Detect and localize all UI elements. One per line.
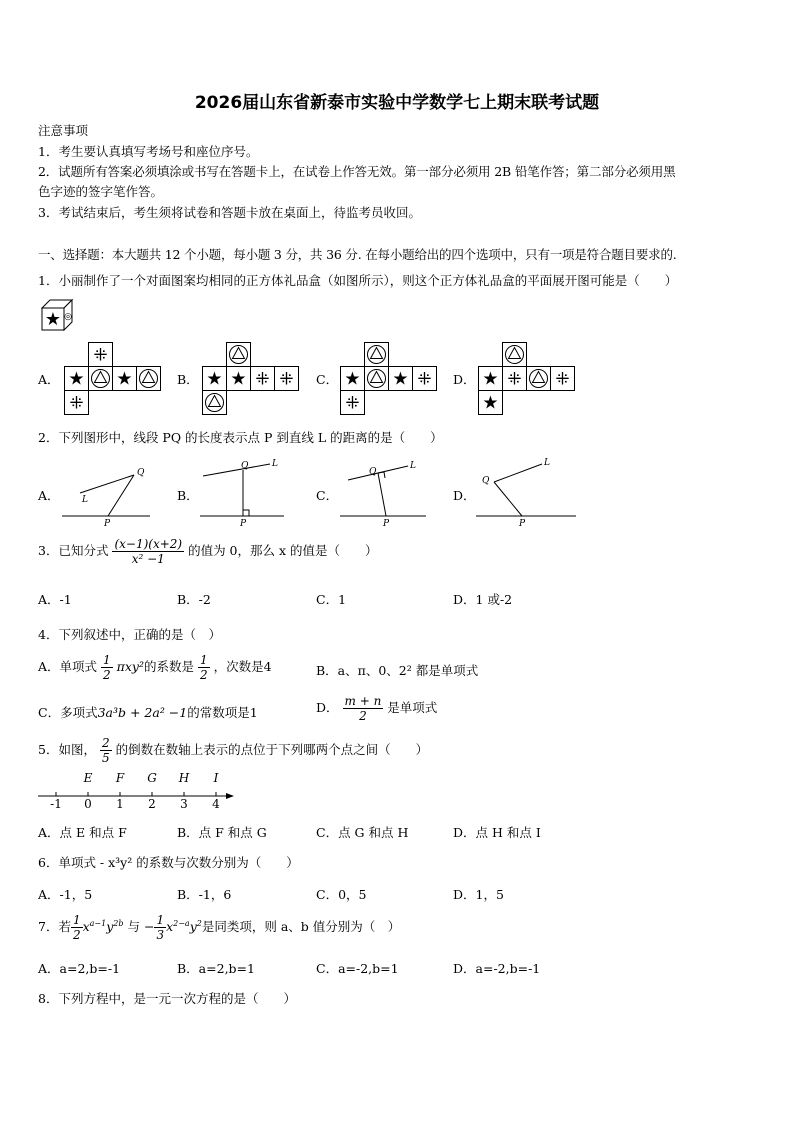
q3-stem-pre: 3．已知分式 (38, 543, 109, 558)
point-label: F (115, 771, 125, 785)
q2-option-c-label: C． (316, 488, 339, 503)
q4-c-suffix: 的常数项是1 (187, 705, 258, 720)
svg-text:★: ★ (44, 309, 62, 330)
tick-label: 2 (148, 797, 156, 811)
net-cell (227, 367, 251, 391)
question-6-stem: 6．单项式 - x³y² 的系数与次数分别为（ ） (38, 855, 299, 870)
q3-option-c: C．1 (316, 592, 347, 607)
svg-text:◎: ◎ (64, 312, 72, 322)
q4-option-b: B．a、π、0、2² 都是单项式 (316, 663, 479, 678)
denominator: 2 (359, 709, 367, 723)
star-icon: ★ (482, 368, 499, 390)
tick-label: 4 (212, 797, 220, 811)
star-icon: ★ (392, 368, 409, 390)
point-label: Q (137, 468, 145, 478)
section-heading: 一、选择题：本大题共 12 个小题，每小题 3 分，共 36 分. 在每小题给出的四个选项中，只有一项是符合题目要求的. (38, 247, 677, 262)
point-label: L (272, 459, 278, 469)
star-icon: ★ (230, 368, 247, 390)
q4-d-suffix: 是单项式 (387, 700, 438, 715)
exponent: a−1 (89, 918, 107, 928)
net-cell (503, 367, 527, 391)
exponent: 2 (196, 918, 202, 928)
numerator: 2 (101, 736, 110, 750)
net-cell (65, 367, 89, 391)
q2-figure-b (198, 458, 298, 530)
point-label: P (383, 519, 390, 529)
net-cell (65, 391, 89, 415)
q7-suffix: 是同类项，则 a、b 值分别为（ ） (201, 919, 401, 934)
q7-option-a: A．a=2,b=-1 (38, 961, 121, 976)
net-cell (341, 367, 365, 391)
q3-fraction (112, 537, 184, 566)
q7-option-d: D．a=-2,b=-1 (453, 961, 541, 976)
q7-fraction-2 (154, 913, 166, 942)
net-cell (503, 343, 527, 367)
star-icon: ★ (344, 368, 361, 390)
q4-d-fraction (343, 694, 384, 723)
tick-label: 3 (180, 797, 188, 811)
q7-fraction-1 (71, 913, 83, 942)
net-cell (551, 367, 575, 391)
var: y (106, 919, 114, 934)
q2-figure-a (60, 460, 160, 530)
star-icon: ★ (68, 368, 85, 390)
q2-option-d-label: D． (453, 488, 476, 503)
question-7-stem (38, 913, 400, 942)
net-cell (527, 367, 551, 391)
q3-option-b: B．-2 (177, 592, 211, 607)
question-2-stem: 2．下列图形中，线段 PQ 的长度表示点 P 到直线 L 的距离的是（ ） (38, 430, 443, 445)
asterisk-box-icon: ⁜ (555, 369, 570, 390)
notice-heading: 注意事项 (38, 123, 89, 138)
numerator: 1 (72, 913, 81, 927)
q3-stem-post: 的值为 0，那么 x 的值是（ ） (188, 543, 378, 558)
point-label: I (213, 771, 219, 785)
point-label: Q (241, 461, 249, 471)
q5-option-a: A．点 E 和点 F (38, 825, 127, 840)
star-icon: ★ (116, 368, 133, 390)
point-label: G (147, 771, 157, 785)
q5-option-b: B．点 F 和点 G (177, 825, 267, 840)
q4-a-suffix: ，次数是4 (213, 659, 272, 674)
q3-fraction-denominator: x² −1 (131, 552, 165, 566)
q4-option-d (316, 694, 437, 723)
q5-option-c: C．点 G 和点 H (316, 825, 409, 840)
question-4-stem: 4．下列叙述中，正确的是（ ） (38, 627, 221, 642)
q7-term-2 (166, 919, 202, 934)
denominator: 3 (156, 928, 165, 942)
net-cell (275, 367, 299, 391)
q2-figure-d (474, 455, 584, 530)
var: x (82, 919, 90, 934)
q5-option-d: D．点 H 和点 I (453, 825, 541, 840)
q4-c-polynomial: 3a³b + 2a² −1 (97, 705, 188, 720)
tick-label: -1 (50, 797, 62, 811)
q4-c-prefix: C．多项式 (38, 705, 98, 720)
q4-d-prefix: D． (316, 700, 339, 715)
net-cell (227, 343, 251, 367)
numerator: m + n (344, 694, 382, 708)
net-cell (341, 391, 365, 415)
q2-option-b-label: B． (177, 488, 199, 503)
tick-label: 1 (116, 797, 124, 811)
net-cell (389, 367, 413, 391)
q7-option-c: C．a=-2,b=1 (316, 961, 399, 976)
q5-fraction (100, 736, 112, 765)
q4-a-fraction-2 (198, 653, 210, 682)
q4-option-a (38, 653, 272, 682)
q6-option-d: D．1，5 (453, 887, 504, 902)
q4-a-term: πxy² (116, 659, 144, 674)
net-cell (365, 367, 389, 391)
net-cell (479, 391, 503, 415)
asterisk-box-icon: ⁜ (93, 345, 108, 366)
question-1-stem: 1．小丽制作了一个对面图案均相同的正方体礼品盒（如图所示），则这个正方体礼品盒的平面展开图可能是（ ） (38, 273, 678, 288)
q1-option-a-label: A． (38, 372, 60, 387)
denominator: 2 (72, 928, 81, 942)
q7-term-1 (83, 919, 124, 934)
asterisk-box-icon: ⁜ (507, 369, 522, 390)
net-cell (89, 343, 113, 367)
point-label: L (544, 458, 550, 468)
asterisk-box-icon: ⁜ (255, 369, 270, 390)
point-label: E (83, 771, 93, 785)
q4-a-text: 的系数是 (143, 659, 194, 674)
numerator: 1 (199, 653, 208, 667)
net-cell (479, 367, 503, 391)
numerator: 1 (103, 653, 111, 667)
notice-item: 色字迹的签字笔作答。 (38, 184, 164, 199)
question-8-stem: 8．下列方程中，是一元一次方程的是（ ） (38, 991, 296, 1006)
point-label: Q (482, 476, 490, 486)
q3-fraction-numerator: (x−1)(x+2) (114, 537, 183, 551)
q7-option-b: B．a=2,b=1 (177, 961, 255, 976)
var: y (189, 919, 197, 934)
net-cell (113, 367, 137, 391)
number-line (38, 770, 238, 812)
question-5-stem (38, 736, 428, 765)
q5-prefix: 5．如图， (38, 742, 96, 757)
q1-option-b-label: B． (177, 372, 199, 387)
q4-a-fraction (101, 653, 113, 682)
notice-item: 3．考试结束后，考生须将试卷和答题卡放在桌面上，待监考员收回。 (38, 205, 421, 220)
point-label: Q (369, 467, 377, 477)
net-cell (251, 367, 275, 391)
net-cell (203, 391, 227, 415)
star-icon: ★ (206, 368, 223, 390)
notice-item: 1．考生要认真填写考场号和座位序号。 (38, 144, 259, 159)
var: x (166, 919, 174, 934)
q3-option-a: A．-1 (38, 592, 72, 607)
q2-figure-c (338, 458, 438, 530)
star-icon: ★ (482, 392, 499, 414)
point-label: L (82, 495, 88, 505)
point-label: L (410, 461, 416, 471)
page-title: 2026届山东省新泰市实验中学数学七上期末联考试题 (194, 93, 600, 113)
net-cell (203, 367, 227, 391)
numerator: 1 (156, 913, 165, 927)
q7-prefix: 7．若 (38, 919, 71, 934)
q2-option-a-label: A． (38, 488, 60, 503)
asterisk-box-icon: ⁜ (345, 393, 360, 414)
q3-option-d: D．1 或-2 (453, 592, 513, 607)
denominator: 2 (199, 668, 208, 682)
point-label: P (104, 519, 111, 529)
q1-option-d-label: D． (453, 372, 476, 387)
q6-option-a: A．-1，5 (38, 887, 93, 902)
exponent: 2b (113, 918, 124, 928)
point-label: P (240, 519, 247, 529)
net-cell (137, 367, 161, 391)
q1-net-d (478, 342, 578, 414)
denominator: 5 (101, 751, 110, 765)
denominator: 2 (103, 668, 111, 682)
question-3-stem (38, 537, 378, 566)
q1-option-c-label: C． (316, 372, 339, 387)
q1-net-a (64, 342, 164, 414)
q4-option-c (38, 703, 258, 721)
q5-suffix: 的倒数在数轴上表示的点位于下列哪两个点之间（ ） (115, 742, 429, 757)
q1-net-b (202, 342, 302, 414)
asterisk-box-icon: ⁜ (417, 369, 432, 390)
notice-item: 2．试题所有答案必须填涂或书写在答题卡上，在试卷上作答无效。第一部分必须用 2B 铅笔作答；第二部分必须用黑 (38, 164, 676, 179)
q4-a-prefix: A．单项式 (38, 659, 98, 674)
gift-box-figure (40, 298, 74, 332)
net-cell (89, 367, 113, 391)
net-cell (365, 343, 389, 367)
arrow-icon (226, 793, 234, 799)
net-cell (413, 367, 437, 391)
q6-option-b: B．-1，6 (177, 887, 232, 902)
q1-net-c (340, 342, 440, 414)
asterisk-box-icon: ⁜ (69, 393, 84, 414)
q7-mid: 与 − (127, 919, 155, 934)
point-label: H (178, 771, 190, 785)
exponent: 2−a (173, 918, 190, 928)
asterisk-box-icon: ⁜ (279, 369, 294, 390)
q6-option-c: C．0，5 (316, 887, 367, 902)
tick-label: 0 (84, 797, 92, 811)
point-label: P (519, 519, 526, 529)
